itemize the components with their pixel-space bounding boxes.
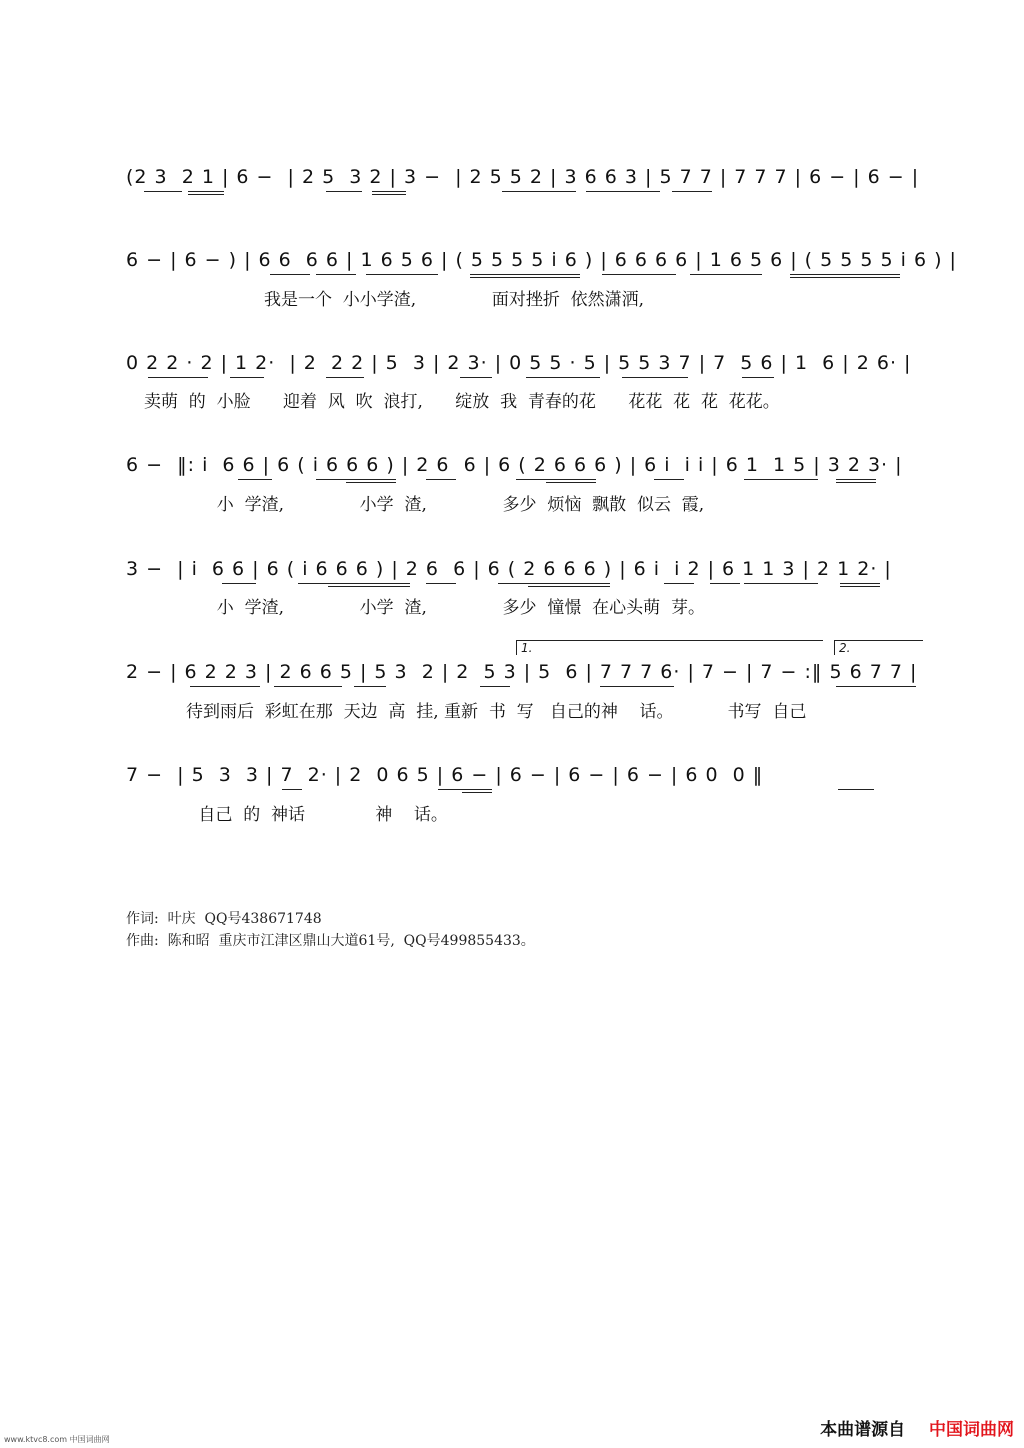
- lyric-line-2: 我是一个 小小学渣, 面对挫折 依然潇洒,: [264, 290, 645, 310]
- lyric-line-3: 卖萌 的 小脸 迎着 风 吹 浪打, 绽放 我 青春的花 花花 花 花 花花。: [144, 392, 780, 412]
- site-logo-text[interactable]: 中国词曲网: [929, 1420, 1014, 1440]
- lyricist-credit: 作词: 叶庆 QQ号438671748: [126, 911, 322, 927]
- beat-underlines: [126, 274, 926, 280]
- lyric-line-5: 小 学渣, 小学 渣, 多少 憧憬 在心头萌 芽。: [206, 598, 705, 618]
- score-line-2: [126, 247, 957, 291]
- beat-underlines: [126, 789, 926, 795]
- score-line-6: [126, 659, 926, 703]
- composer-credit: 作曲: 陈和昭 重庆市江津区鼎山大道61号, QQ号499855433。: [126, 933, 535, 949]
- beat-underlines: [126, 686, 926, 692]
- lyric-line-4: 小 学渣, 小学 渣, 多少 烦恼 飘散 似云 霞,: [206, 495, 705, 515]
- notation-line: 0 2 2 · 2 | 1 2· | 2 2 2 | 5 3 | 2 3· | 0 5 5 · 5 | 5 5 3 7 | 7 5 6 | 1 6 | 2 6· |: [126, 352, 912, 374]
- notation-line: 2 − | 6 2 2 3 | 2 6 6 5 | 5 3 2 | 2 5 3 | 5 6 | 7 7 7 6· | 7 − | 7 − :‖ 5 6 7 7 |: [126, 661, 918, 683]
- beat-underlines: [126, 479, 926, 485]
- beat-underlines: [126, 191, 926, 197]
- notation-line: 7 − | 5 3 3 | 7 2· | 2 0 6 5 | 6 − | 6 − | 6 − | 6 − | 6 0 0 ‖: [126, 764, 764, 786]
- score-line-3: [126, 350, 926, 394]
- footer-source: [820, 1418, 1014, 1442]
- notation-line: 6 − ‖: i 6 6 | 6 ( i 6 6 6 ) | 2 6 6 | 6 ( 2 6 6 6 ) | 6 i i i | 6 1 1 5 | 3 2 3· |: [126, 454, 903, 476]
- credits-block: [126, 908, 726, 952]
- lyric-line-7: 自己 的 神话 神 话。: [166, 805, 448, 825]
- score-line-5: [126, 556, 926, 600]
- volta-bracket-2: 2.: [834, 640, 923, 655]
- beat-underlines: [126, 583, 926, 589]
- lyric-line-6: 待到雨后 彩虹在那 天边 高 挂, 重新 书 写 自己的神 话。 书写 自己: [186, 702, 807, 722]
- volta-bracket-1: 1.: [516, 640, 823, 655]
- score-line-7: [126, 762, 926, 806]
- beat-underlines: [126, 377, 926, 383]
- notation-line: 6 − | 6 − ) | 6 6 6 6 | 1 6 5 6 | ( 5 5 5 5 i 6 ) | 6 6 6 6 | 1 6 5 6 | ( 5 5 5 5 i 6 ) |: [126, 249, 957, 271]
- footer-url: www.ktvc8.com 中国词曲网: [4, 1435, 110, 1444]
- score-line-4: [126, 452, 926, 496]
- score-line-1: [126, 164, 926, 208]
- notation-line: 3 − | i 6 6 | 6 ( i 6 6 6 ) | 2 6 6 | 6 ( 2 6 6 6 ) | 6 i i 2 | 6 1 1 3 | 2 1 2· |: [126, 558, 892, 580]
- source-label: 本曲谱源自: [820, 1420, 906, 1440]
- notation-line: (2 3 2 1 | 6 − | 2 5 3 2 | 3 − | 2 5 5 2 | 3 6 6 3 | 5 7 7 | 7 7 7 | 6 − | 6 − |: [126, 166, 920, 188]
